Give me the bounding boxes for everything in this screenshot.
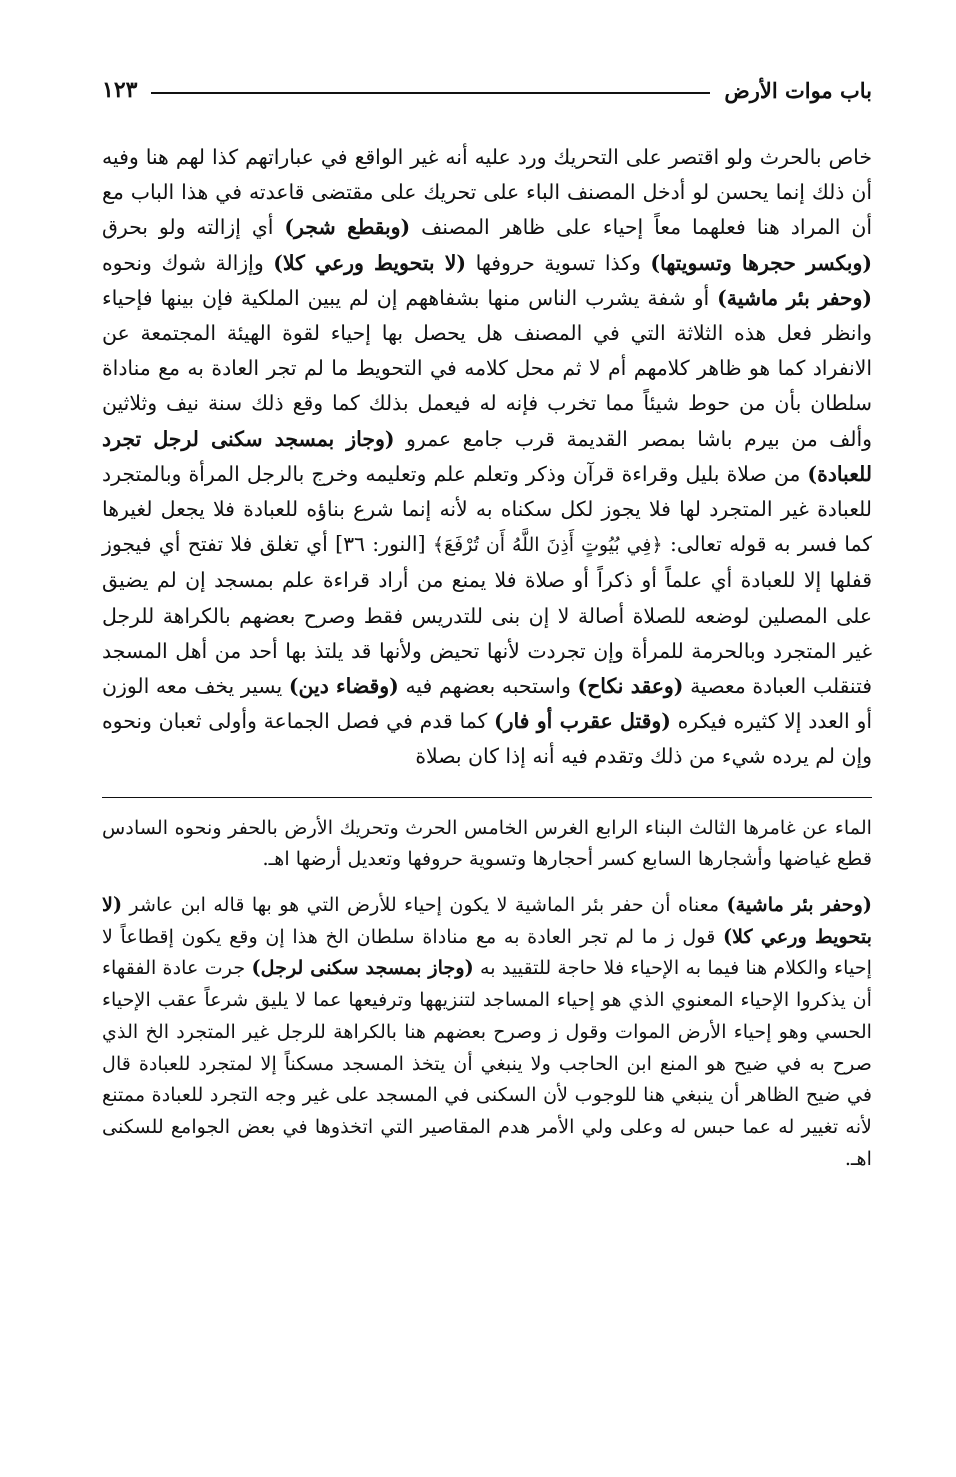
bold-matn: (وبكسر حجرها وتسويتها) [650,250,872,275]
footnote-text: الماء عن غامرها الثالث البناء الرابع الغرس الخامس الحرث وتحريك الأرض بالحفر ونحوه السادس قطع غياضها وأشجارها السابع كسر أحجارها وتسوية حروفها وتعديل أرضها اهـ. [102,815,872,871]
main-text-segment: واستحبه بعضهم فيه [398,674,578,699]
header-rule [151,92,710,94]
main-text-segment: أو شفة يشرب الناس منها بشفاههم إن لم يبين الملكية فإن بينها فإحياء وانظر فعل هذه الثلاثة التي في المصنف هل يحصل بها إحياء لقوة الهيئة المجتمعة عن الانفراد كما هو ظاهر كلامهم أم لا ثم محل كلامه في التحويط ما لم تجر العادة به مع مناداة سلطان بأن من حوط شيئاً مما تخرب فإنه له فيعمل بذلك كما وقع ذلك سنة نيف وثلاثين وألف من بيرم باشا بمصر القديمة قرب جامع عمرو [102,285,872,451]
footnote-text: قول ز ما لم تجر العادة به مع مناداة سلطان الخ هذا إن وقع يكون إقطاعاً لا إحياء والكلام هنا فيما به الإحياء فلا حاجة للتقييد به [102,924,872,980]
footnote-bold: (لا بتحويط ورعي كلا) [102,893,872,948]
bold-matn: (لا بتحويط ورعي كلا) [273,250,467,275]
main-text-segment: [النور: ٣٦] أي تغلق فلا تفتح أي فيجوز قفلها إلا للعبادة أي علماً أو ذكراً أو صلاة فلا يمنع من أراد قراءة علم بمسجد إن لم يضيق على المصلين لوضعه للصلاة أصالة لا إن بنى للتدريس فقط وصرح بعضهم بالكراهة للرجل غير المتجرد وبالحرمة للمرأة وإن تجردت لأنها تحيض ولأنها قد يلتذ بها أحد من أهل المسجد فتنقلب العبادة معصية [102,532,872,699]
running-header [102,70,872,110]
footnote-rule [102,797,872,798]
bold-matn: (وقتل عقرب أو فار) [493,709,671,734]
bold-matn: (وحفر بئر ماشية) [717,285,872,310]
footnote-paragraph [102,812,872,875]
chapter-title: باب موات الأرض [724,77,872,103]
page-number: ١٢٣ [102,77,138,103]
main-text-segment: وكذا تسوية حروفها [466,250,651,275]
footnote-bold: (وجاز بمسجد سكنى لرجل) [251,956,474,980]
main-text-segment: خاص بالحرث ولو اقتصر على التحريك ورد عليه أنه غير الواقع في عباراتهم كذا لهم هنا وفيه أن ذلك إنما يحسن لو أدخل المصنف الباء على تحريك على مقتضى قاعدته في هذا الباب مع أن المراد هنا فعلهما معاً إحياء على ظاهر المصنف [102,145,873,240]
footnote-text: معناه أن حفر بئر الماشية لا يكون إحياء للأرض التي هو بها قاله ابن عاشر [122,893,727,917]
main-text-segment: أي إزالته ولو بحرق [102,215,285,240]
footnote-bold: (وحفر بئر ماشية) [726,893,872,917]
main-text-segment: وإزالة شوك ونحوه [102,250,274,275]
bold-matn: (وبقطع شجر) [284,215,411,240]
book-page [102,70,872,1174]
main-text [102,140,872,775]
footnote-paragraph [102,889,872,1174]
bold-matn: (وعقد نكاح) [577,674,684,699]
main-text-segment: من صلاة بليل وقراءة قرآن وذكر وتعلم علم وتعليمه وخرج بالرجل المرأة وبالمتجرد للعبادة غير المتجرد لها فلا يجوز لكل سكناه به لأنه إنما شرع بناؤه للعبادة فلا يجعل لغيرها كما فسر به قوله تعالى: [102,461,872,557]
bold-matn: (وجاز بمسجد سكنى لرجل تجرد للعبادة) [102,426,872,486]
footnote-text: جرت عادة الفقهاء أن يذكروا الإحياء المعنوي الذي هو إحياء المساجد لتنزيهها وترفيعها عما لا يليق شرعاً عقب الإحياء الحسي وهو إحياء الأرض الموات وقول ز وصرح بعضهم هنا بالكراهة للرجل غير المتجرد الخ الذي صرح به في ضيح هو المنع ابن الحاجب ولا ينبغي أن يتخذ المسجد مسكناً إلا لمتجرد للعبادة قال في ضيح الظاهر أن ينبغي هنا للوجوب لأن السكنى في المسجد على غير وجه التجرد للعبادة ممتنع لأنه تغيير له عما حبس له وعلى ولي الأمر هدم المقاصير التي اتخذوها في بعض الجوامع للسكنى اهـ. [102,956,872,1170]
main-text-segment: يسير يخف معه الوزن أو العدد إلا كثيره فيكره [102,674,872,734]
main-text-segment: كما قدم في فصل الجماعة وأولى ثعبان ونحوه وإن لم يرده شيء من ذلك وتقدم فيه أنه إذا كان بصلاة [102,709,872,769]
quran-verse: ﴿فِي بُيُوتٍ أَذِنَ اللَّهُ أَن تُرْفَعَ﴾ [432,534,663,557]
bold-matn: (وقضاء دين) [288,674,399,699]
